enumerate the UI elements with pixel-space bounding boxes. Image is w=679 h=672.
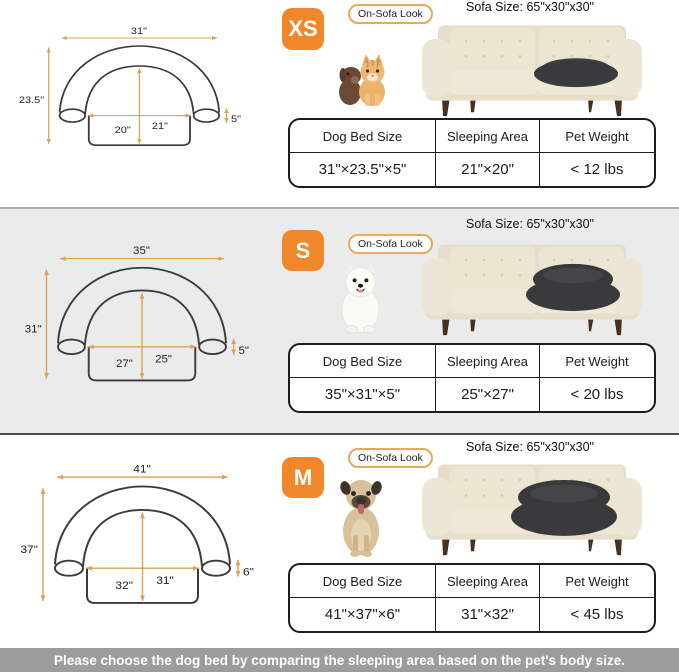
header-dog-bed-size: Dog Bed Size: [290, 565, 436, 598]
dim-bolster-label: 6": [243, 566, 254, 579]
spec-table-xs: [288, 118, 656, 188]
dim-sleep-depth-label: 27": [115, 358, 133, 370]
header-sleeping-area: Sleeping Area: [436, 345, 540, 378]
footer-note: [0, 648, 679, 672]
value-pet-weight: < 45 lbs: [570, 606, 624, 623]
value-dog-bed-size: 41"×37"×6": [290, 598, 436, 631]
sofa-size-label: Sofa Size: 65"x30"x30": [466, 440, 594, 454]
on-sofa-look-badge: On-Sofa Look: [348, 448, 433, 468]
dog-bed-on-sofa: [526, 264, 620, 311]
size-row-m: [0, 435, 679, 648]
size-badge-s: S: [282, 230, 324, 271]
bed-dimension-diagram-xs: [14, 26, 242, 158]
on-sofa-look-badge: On-Sofa Look: [348, 234, 433, 254]
dim-height-label: 31": [24, 323, 42, 336]
header-pet-weight: Pet Weight: [540, 120, 654, 153]
dim-bolster-label: 5": [231, 114, 242, 125]
dimension-arrows: [20, 463, 254, 601]
size-row-s: [0, 209, 679, 433]
dim-sleep-width-label: 31": [156, 574, 174, 588]
value-sleeping-area: 25"×27": [436, 378, 540, 411]
dim-sleep-width-label: 25": [155, 353, 173, 366]
value-dog-bed-size: 31"×23.5"×5": [290, 153, 436, 186]
sofa-size-label: Sofa Size: 65"x30"x30": [466, 0, 594, 14]
dim-height-label: 23.5": [18, 95, 45, 106]
dim-sleep-width-label: 21": [151, 121, 168, 132]
header-dog-bed-size: Dog Bed Size: [290, 345, 436, 378]
value-pet-weight: < 12 lbs: [570, 161, 624, 178]
header-pet-weight: Pet Weight: [540, 565, 654, 598]
sofa-size-label: Sofa Size: 65"x30"x30": [466, 217, 594, 231]
value-sleeping-area: 21"×20": [436, 153, 540, 186]
spec-table-m: [288, 563, 656, 633]
value-sleeping-area: 31"×32": [436, 598, 540, 631]
header-dog-bed-size: Dog Bed Size: [290, 120, 436, 153]
pet-photo-kitten-and-puppy: [336, 50, 392, 107]
footer-note-text: Please choose the dog bed by comparing the sleeping area based on the pet's body size.: [53, 652, 626, 668]
size-badge-xs: XS: [282, 8, 324, 50]
dim-sleep-depth-label: 20": [114, 125, 131, 136]
dim-bolster-label: 5": [238, 345, 249, 358]
pet-photo-white-pomeranian: [333, 261, 388, 335]
header-sleeping-area: Sleeping Area: [436, 120, 540, 153]
on-sofa-look-badge: On-Sofa Look: [348, 4, 433, 24]
size-row-xs: [0, 0, 679, 207]
value-pet-weight: < 20 lbs: [570, 386, 624, 403]
dim-width-label: 31": [130, 26, 147, 37]
bed-dimension-diagram-m: [5, 463, 255, 618]
size-badge-m: M: [282, 457, 324, 498]
header-pet-weight: Pet Weight: [540, 345, 654, 378]
sofa-photo: [412, 233, 652, 337]
value-dog-bed-size: 35"×31"×5": [290, 378, 436, 411]
dim-height-label: 37": [20, 543, 38, 557]
sofa-photo: [412, 453, 652, 557]
bed-dimension-diagram-s: [10, 245, 250, 395]
header-sleeping-area: Sleeping Area: [436, 565, 540, 598]
sofa-photo: [412, 14, 652, 118]
dimension-arrows: [19, 27, 241, 144]
dim-width-label: 35": [133, 245, 150, 258]
pet-photo-pug: [330, 477, 392, 557]
dim-width-label: 41": [133, 463, 151, 476]
dimension-arrows: [25, 245, 249, 378]
dog-bed-on-sofa: [511, 480, 617, 536]
spec-table-s: [288, 343, 656, 413]
dim-sleep-depth-label: 32": [115, 579, 133, 592]
